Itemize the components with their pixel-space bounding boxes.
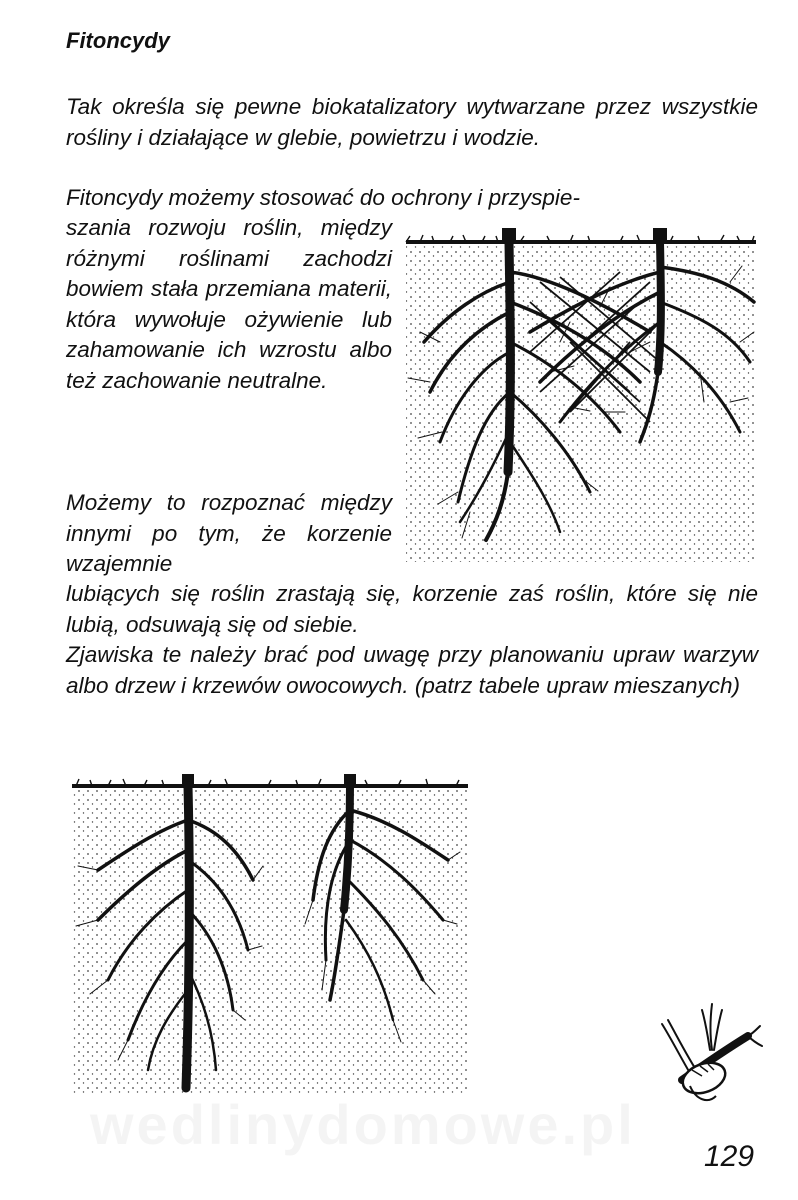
intertwined-roots-illustration bbox=[400, 222, 762, 568]
vegetables-decoration-icon bbox=[652, 1000, 764, 1108]
paragraph-fourth: Zjawiska te należy brać pod uwagę przy planowaniu upraw warzyw albo drzew i krzewów owocowych. (patrz tabele upraw mieszanych) bbox=[66, 642, 758, 698]
separated-roots-illustration bbox=[68, 770, 472, 1100]
watermark bbox=[90, 1092, 636, 1157]
paragraph-second-first-line: Fitoncydy możemy stosować do ochrony i przyspie- bbox=[66, 185, 580, 210]
page-title: Fitoncydy bbox=[66, 28, 170, 53]
paragraph-intro: Tak określa się pewne biokatalizatory wytwarzane przez wszystkie rośliny i działające w glebie, powietrzu i wodzie. bbox=[66, 94, 758, 150]
page-number: 129 bbox=[704, 1140, 755, 1173]
paragraph-third-rest: lubiących się roślin zrastają się, korzenie zaś roślin, które się nie lubią, odsuwają się od siebie. bbox=[66, 581, 758, 637]
paragraph-second-column: szania rozwoju roślin, między różnymi roślinami zachodzi bowiem stała przemiana materii, która wywołuje ożywienie lub zahamowanie ich wzrostu albo też zachowanie neutralne. bbox=[66, 215, 392, 393]
paragraph-third-column: Możemy to rozpoznać między innymi po tym, że korzenie wzajemnie bbox=[66, 490, 392, 576]
